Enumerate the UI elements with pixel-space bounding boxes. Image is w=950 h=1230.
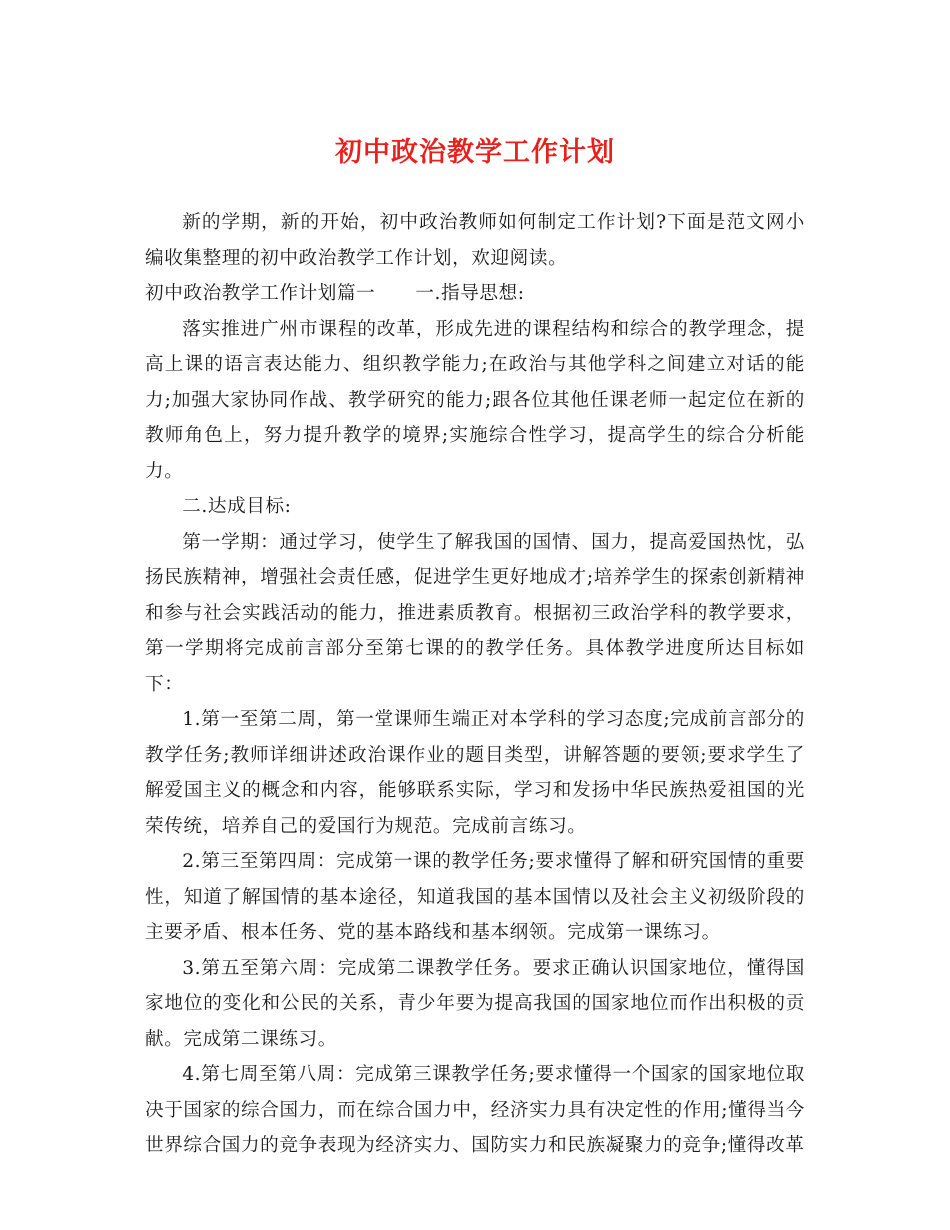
list-item-weeks-1-2: 1.第一至第二周，第一堂课师生端正对本学科的学习态度;完成前言部分的教学任务;教师详细讲述政治课作业的题目类型，讲解答题的要领;要求学生了解爱国主义的概念和内容，能够联系实际，学习和发扬中华民族热爱祖国的光荣传统，培养自己的爱国行为规范。完成前言练习。 <box>145 709 805 837</box>
paragraph-guiding-thought: 落实推进广州市课程的改革，形成先进的课程结构和综合的教学理念，提高上课的语言表达能力、组织教学能力;在政治与其他学科之间建立对话的能力;加强大家协同作战、教学研究的能力;跟各位其他任课老师一起定位在新的教师角色上，努力提升教学的境界;实施综合性学习，提高学生的综合分析能力。 <box>145 318 805 482</box>
document-title: 初中政治教学工作计划 <box>335 137 615 168</box>
list-item-weeks-5-6: 3.第五至第六周：完成第二课教学任务。要求正确认识国家地位，懂得国家地位的变化和公民的关系，青少年要为提高我国的国家地位而作出积极的贡献。完成第二课练习。 <box>145 957 805 1050</box>
section-label: 初中政治教学工作计划篇一 <box>145 283 376 304</box>
intro-paragraph: 新的学期，新的开始，初中政治教师如何制定工作计划?下面是范文网小编收集整理的初中政治教学工作计划，欢迎阅读。 <box>145 212 805 269</box>
list-item-weeks-7-8: 4.第七周至第八周：完成第三课教学任务;要求懂得一个国家的国家地位取决于国家的综合国力，而在综合国力中，经济实力具有决定性的作用;懂得当今世界综合国力的竞争表现为经济实力、国防实力和民族凝聚力的竞争;懂得改革 <box>145 1064 805 1156</box>
document-body <box>145 205 805 1164</box>
heading-goals: 二.达成目标: <box>182 496 292 517</box>
list-item-weeks-3-4: 2.第三至第四周：完成第一课的教学任务;要求懂得了解和研究国情的重要性，知道了解国情的基本途径，知道我国的基本国情以及社会主义初级阶段的主要矛盾、根本任务、党的基本路线和基本纲领。完成第一课练习。 <box>145 851 805 943</box>
section-heading-line <box>145 276 805 312</box>
paragraph-first-semester: 第一学期：通过学习，使学生了解我国的国情、国力，提高爱国热忱，弘扬民族精神，增强社会责任感，促进学生更好地成才;培养学生的探索创新精神和参与社会实践活动的能力，推进素质教育。根据初三政治学科的教学要求，第一学期将完成前言部分至第七课的的教学任务。具体教学进度所达目标如下： <box>145 531 805 695</box>
heading-guiding-thought: 一.指导思想: <box>415 283 525 304</box>
